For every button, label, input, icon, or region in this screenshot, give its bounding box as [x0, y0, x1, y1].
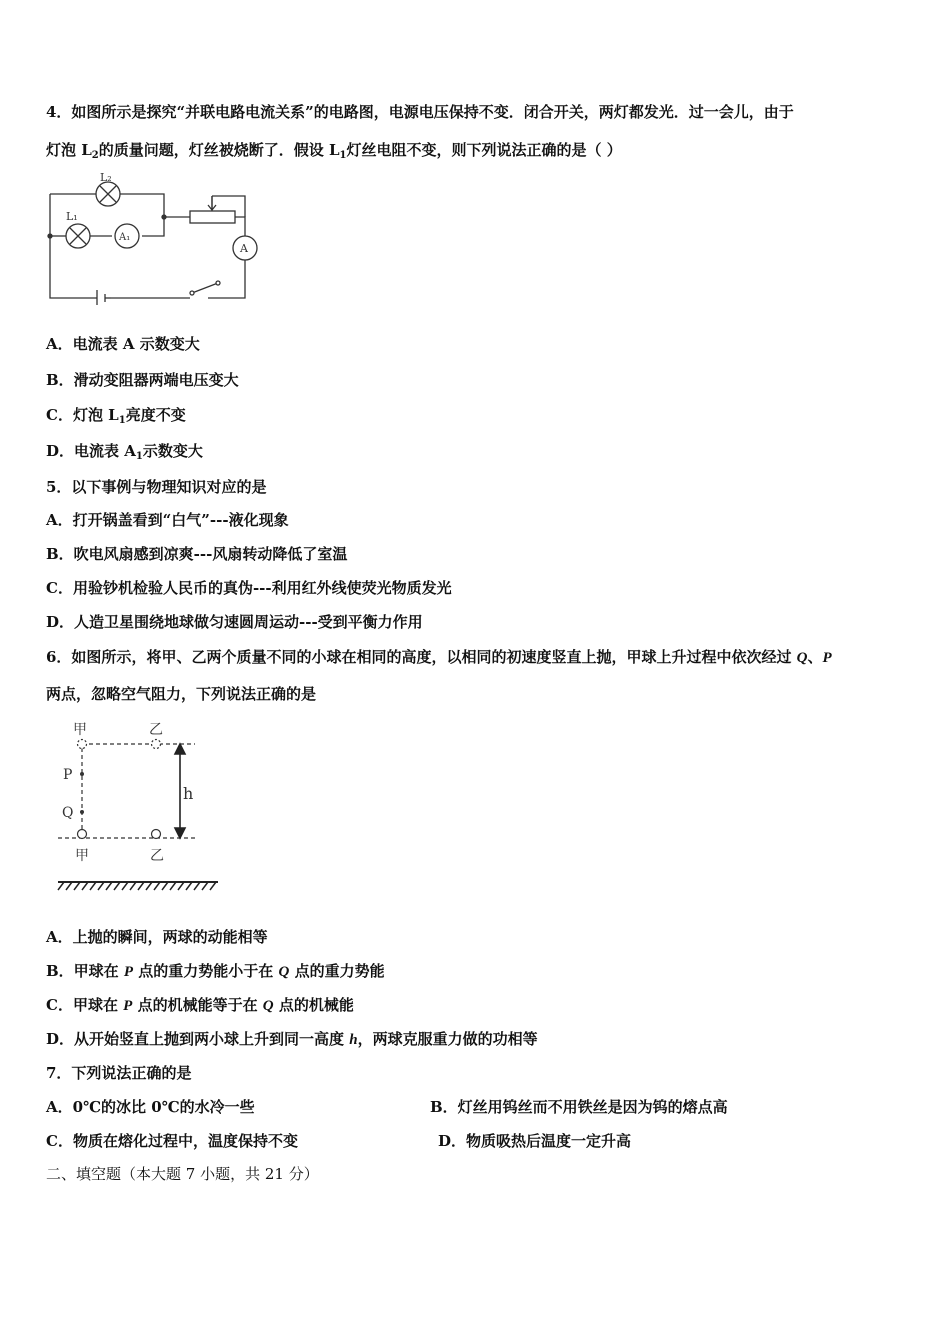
ground-hatching: [58, 882, 218, 890]
q7-option-d: D．物质吸热后温度一定升高: [438, 1132, 632, 1150]
q6-option-d-b: ，两球克服重力做的功相等: [357, 1030, 538, 1048]
arrow-up-head: [175, 744, 185, 754]
q4-stem-text-b: 的质量问题，灯丝被烧断了．假设 L: [98, 141, 340, 159]
q5-option-a: A．打开锅盖看到“白气”---液化现象: [46, 511, 289, 529]
q6-stem-q: Q: [796, 650, 808, 666]
q4-option-c-sub: 1: [118, 415, 126, 426]
q6-option-d-a: D．从开始竖直上抛到两小球上升到同一高度: [46, 1030, 350, 1048]
q4-stem-sub1: 2: [91, 150, 99, 161]
q4-option-d-b: 示数变大: [142, 442, 203, 460]
q6-stem-line1: [46, 647, 832, 668]
label-jia-top: 甲: [73, 722, 87, 738]
ball-jia-bottom: [78, 830, 87, 839]
q7-option-b: B．灯丝用钨丝而不用铁丝是因为钨的熔点高: [430, 1098, 728, 1116]
q4-stem-text-a: 灯泡 L: [46, 141, 92, 159]
q5-option-c: C．用验钞机检验人民币的真伪---利用红外线使荧光物质发光: [46, 579, 452, 597]
label-l1: L₁: [66, 210, 78, 223]
label-jia-bottom: 甲: [75, 848, 89, 864]
q4-stem-line1: 4．如图所示是探究“并联电路电流关系”的电路图，电源电压保持不变．闭合开关，两灯都发光．过一会儿，由于: [46, 103, 794, 121]
ball-yi-bottom: [152, 830, 161, 839]
q6-stem-line2: 两点，忽略空气阻力，下列说法正确的是: [46, 685, 317, 703]
q5-option-b: B．吹电风扇感到凉爽---风扇转动降低了室温: [46, 545, 348, 563]
q4-option-d-sub: 1: [135, 451, 143, 462]
ball-yi-top: [152, 740, 161, 749]
q4-option-d-a: D．电流表 A: [46, 442, 136, 460]
q6-option-c-c: 点的机械能: [273, 996, 354, 1014]
point-q: [80, 810, 84, 814]
rheostat: [190, 211, 235, 223]
arrow-down-head: [175, 828, 185, 838]
q6-option-b-c: 点的重力势能: [289, 962, 385, 980]
q6-option-c: [46, 995, 354, 1016]
label-yi-top: 乙: [149, 722, 163, 738]
q7-option-a: A．0℃的冰比 0℃的水冷一些: [46, 1098, 255, 1116]
q6-option-b-p: P: [123, 964, 134, 980]
q4-circuit-diagram: [40, 170, 260, 305]
ball-jia-top: [78, 740, 87, 749]
q4-option-c-b: 亮度不变: [125, 406, 186, 424]
q4-option-c: [46, 405, 186, 431]
q6-ball-diagram: [50, 714, 225, 894]
q6-option-c-b: 点的机械能等于在: [132, 996, 263, 1014]
label-p: P: [63, 767, 73, 783]
q6-option-a: A．上抛的瞬间，两球的动能相等: [46, 928, 268, 946]
label-yi-bottom: 乙: [150, 848, 164, 864]
q4-stem-line2: [46, 140, 622, 166]
q6-option-b: [46, 961, 385, 982]
label-q: Q: [62, 805, 74, 821]
q4-option-b: B．滑动变阻器两端电压变大: [46, 371, 239, 389]
q4-stem-sub2: 1: [339, 150, 347, 161]
label-a: A: [240, 242, 248, 255]
section2-title: 二、填空题（本大题 7 小题，共 21 分）: [46, 1165, 319, 1183]
q7-option-c: C．物质在熔化过程中，温度保持不变: [46, 1132, 298, 1150]
q6-stem-p: P: [822, 650, 832, 666]
q4-option-c-a: C．灯泡 L: [46, 406, 119, 424]
q6-option-c-q: Q: [262, 998, 274, 1014]
point-p: [80, 772, 84, 776]
q4-stem-text-c: 灯丝电阻不变，则下列说法正确的是（ ）: [346, 141, 622, 159]
q5-option-d: D．人造卫星围绕地球做匀速圆周运动---受到平衡力作用: [46, 613, 423, 631]
q6-option-b-q: Q: [278, 964, 290, 980]
q6-option-c-a: C．甲球在: [46, 996, 124, 1014]
q4-option-d: [46, 441, 203, 467]
label-l2: L₂: [100, 171, 112, 184]
q6-option-c-p: P: [123, 998, 133, 1014]
q4-option-a: A．电流表 A 示数变大: [46, 335, 200, 353]
q6-stem-text: 6．如图所示，将甲、乙两个质量不同的小球在相同的高度，以相同的初速度竖直上抛，甲球上升过程中依次经过: [46, 648, 797, 666]
q6-option-b-a: B．甲球在: [46, 962, 124, 980]
q6-option-b-b: 点的重力势能小于在: [133, 962, 279, 980]
q6-stem-sep: 、: [807, 648, 823, 666]
label-a1: A₁: [119, 232, 131, 243]
q6-option-d-h: h: [349, 1032, 358, 1048]
q7-stem: 7．下列说法正确的是: [46, 1064, 192, 1082]
label-h: h: [183, 784, 194, 803]
q5-stem: 5．以下事例与物理知识对应的是: [46, 478, 267, 496]
q6-option-d: [46, 1029, 538, 1050]
switch: [192, 283, 218, 293]
